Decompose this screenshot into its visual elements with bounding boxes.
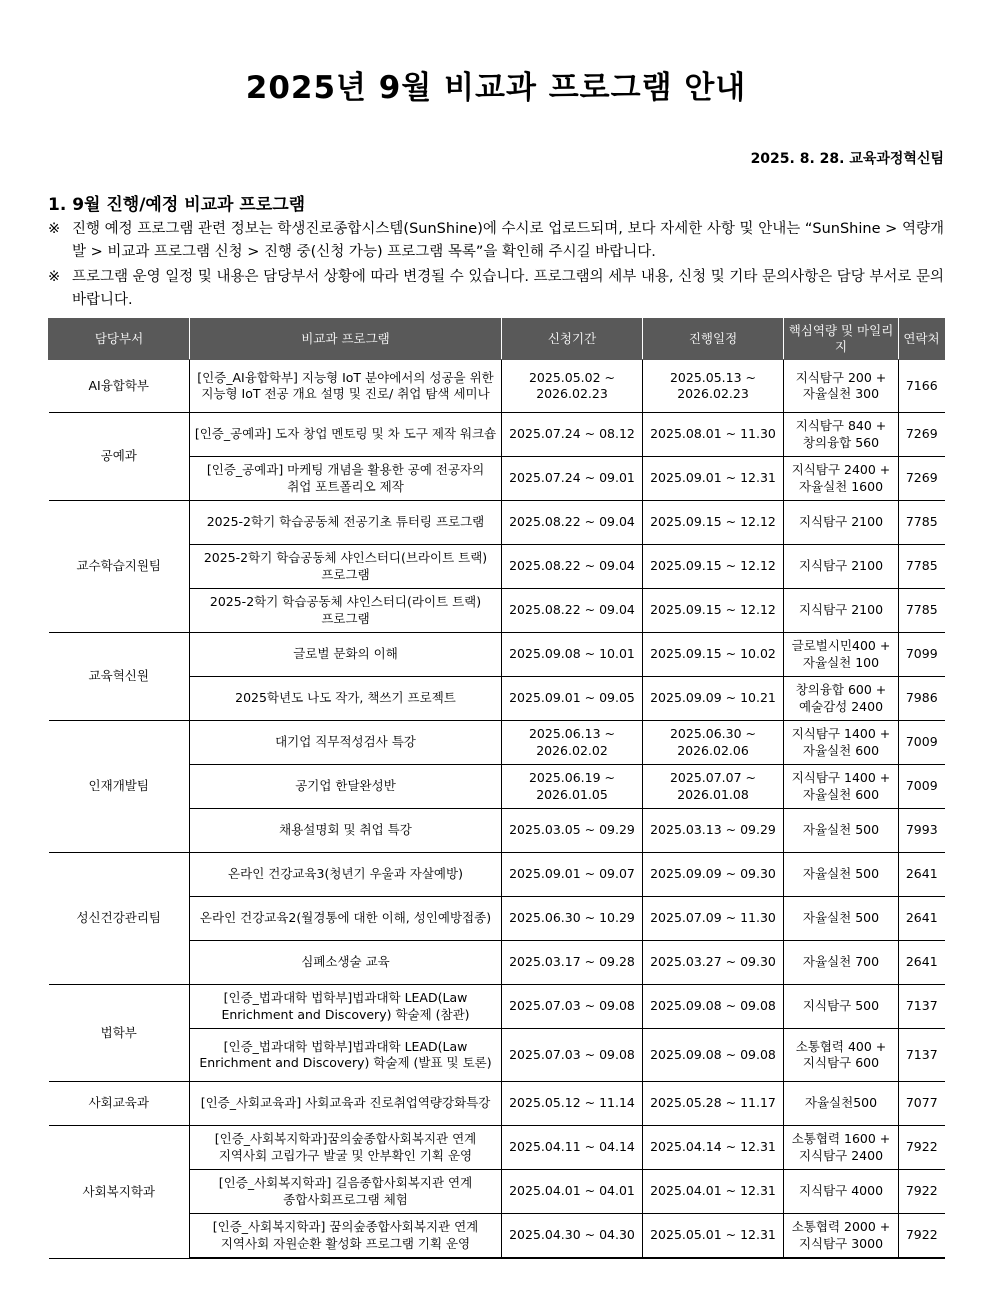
schedule-cell: 2025.05.13 ~ 2026.02.23 <box>643 360 784 413</box>
schedule-cell: 2025.09.15 ~ 12.12 <box>643 545 784 589</box>
apply-period-cell: 2025.08.22 ~ 09.04 <box>502 501 643 545</box>
contact-cell: 7922 <box>899 1126 945 1170</box>
apply-period-cell: 2025.08.22 ~ 09.04 <box>502 545 643 589</box>
schedule-cell: 2025.09.09 ~ 10.21 <box>643 677 784 721</box>
notice-note <box>48 218 944 263</box>
table-row <box>49 633 945 677</box>
program-cell: [인증_AI융합학부] 지능형 IoT 분야에서의 성공을 위한 지능형 IoT 전공 개요 설명 및 진로/ 취업 탐색 세미나 <box>190 360 502 413</box>
table-header-row <box>49 319 945 360</box>
contact-cell: 7922 <box>899 1170 945 1214</box>
department-cell: 교육혁신원 <box>49 633 190 721</box>
program-cell: 온라인 건강교육2(월경통에 대한 이해, 성인예방접종) <box>190 897 502 941</box>
apply-period-cell: 2025.09.01 ~ 09.07 <box>502 853 643 897</box>
table-row <box>49 501 945 545</box>
apply-period-cell: 2025.05.12 ~ 11.14 <box>502 1082 643 1126</box>
apply-period-cell: 2025.06.19 ~ 2026.01.05 <box>502 765 643 809</box>
mileage-cell: 지식탐구 2100 <box>784 501 899 545</box>
contact-cell: 7785 <box>899 501 945 545</box>
note-text: 프로그램 운영 일정 및 내용은 담당부서 상황에 따라 변경될 수 있습니다. 프로그램의 세부 내용, 신청 및 기타 문의사항은 담당 부서로 문의 바랍니다. <box>72 269 944 308</box>
mileage-cell: 자율실천500 <box>784 1082 899 1126</box>
mileage-cell: 자율실천 500 <box>784 809 899 853</box>
page-title: 2025년 9월 비교과 프로그램 안내 <box>245 70 747 106</box>
table-row <box>49 1126 945 1170</box>
program-cell: [인증_법과대학 법학부]법과대학 LEAD(Law Enrichment and Discovery) 학술제 (참관) <box>190 985 502 1029</box>
notice-note <box>48 266 944 311</box>
mileage-cell: 지식탐구 200 + 자율실천 300 <box>784 360 899 413</box>
contact-cell: 7269 <box>899 413 945 457</box>
apply-period-cell: 2025.07.03 ~ 09.08 <box>502 985 643 1029</box>
contact-cell: 7166 <box>899 360 945 413</box>
schedule-cell: 2025.05.01 ~ 12.31 <box>643 1214 784 1259</box>
contact-cell: 7785 <box>899 589 945 633</box>
table-row <box>49 413 945 457</box>
program-cell: [인증_사회복지학과] 길음종합사회복지관 연계 종합사회프로그램 체험 <box>190 1170 502 1214</box>
program-cell: 대기업 직무적성검사 특강 <box>190 721 502 765</box>
mileage-cell: 자율실천 700 <box>784 941 899 985</box>
header-mileage: 핵심역량 및 마일리지 <box>784 319 899 360</box>
program-cell: 2025-2학기 학습공동체 전공기초 튜터링 프로그램 <box>190 501 502 545</box>
header-contact: 연락처 <box>899 319 945 360</box>
program-cell: 심폐소생술 교육 <box>190 941 502 985</box>
apply-period-cell: 2025.05.02 ~ 2026.02.23 <box>502 360 643 413</box>
note-text: 진행 예정 프로그램 관련 정보는 학생진로종합시스템(SunShine)에 수시로 업로드되며, 보다 자세한 사항 및 안내는 “SunShine > 역량개발 > 비교과 프로그램 신청 > 진행 중(신청 가능) 프로그램 목록”을 확인해 주시길 바랍니다. <box>72 221 944 260</box>
program-cell: [인증_법과대학 법학부]법과대학 LEAD(Law Enrichment and Discovery) 학술제 (발표 및 토론) <box>190 1029 502 1082</box>
contact-cell: 7137 <box>899 985 945 1029</box>
program-table <box>48 318 945 1259</box>
section-heading: 1. 9월 진행/예정 비교과 프로그램 <box>48 195 306 215</box>
department-cell: 법학부 <box>49 985 190 1082</box>
mileage-cell: 지식탐구 1400 + 자율실천 600 <box>784 721 899 765</box>
schedule-cell: 2025.04.01 ~ 12.31 <box>643 1170 784 1214</box>
program-cell: 2025-2학기 학습공동체 샤인스터디(라이트 트랙) 프로그램 <box>190 589 502 633</box>
mileage-cell: 자율실천 500 <box>784 897 899 941</box>
mileage-cell: 소통협력 400 + 지식탐구 600 <box>784 1029 899 1082</box>
schedule-cell: 2025.09.01 ~ 12.31 <box>643 457 784 501</box>
schedule-cell: 2025.05.28 ~ 11.17 <box>643 1082 784 1126</box>
apply-period-cell: 2025.06.13 ~ 2026.02.02 <box>502 721 643 765</box>
contact-cell: 7986 <box>899 677 945 721</box>
department-cell: 인재개발팀 <box>49 721 190 853</box>
header-schedule: 진행일정 <box>643 319 784 360</box>
contact-cell: 2641 <box>899 853 945 897</box>
program-cell: 글로벌 문화의 이해 <box>190 633 502 677</box>
schedule-cell: 2025.09.15 ~ 12.12 <box>643 501 784 545</box>
document-date: 2025. 8. 28. 교육과정혁신팀 <box>750 151 944 167</box>
program-cell: 공기업 한달완성반 <box>190 765 502 809</box>
header-apply-period: 신청기간 <box>502 319 643 360</box>
contact-cell: 2641 <box>899 897 945 941</box>
mileage-cell: 지식탐구 2100 <box>784 589 899 633</box>
schedule-cell: 2025.03.13 ~ 09.29 <box>643 809 784 853</box>
program-cell: 온라인 건강교육3(청년기 우울과 자살예방) <box>190 853 502 897</box>
apply-period-cell: 2025.03.05 ~ 09.29 <box>502 809 643 853</box>
contact-cell: 7993 <box>899 809 945 853</box>
schedule-cell: 2025.07.07 ~ 2026.01.08 <box>643 765 784 809</box>
department-cell: 성신건강관리팀 <box>49 853 190 985</box>
contact-cell: 7785 <box>899 545 945 589</box>
mileage-cell: 지식탐구 840 + 창의융합 560 <box>784 413 899 457</box>
contact-cell: 7099 <box>899 633 945 677</box>
note-mark: ※ <box>48 269 61 285</box>
program-cell: 채용설명회 및 취업 특강 <box>190 809 502 853</box>
table-row <box>49 360 945 413</box>
program-cell: 2025-2학기 학습공동체 샤인스터디(브라이트 트랙) 프로그램 <box>190 545 502 589</box>
program-cell: [인증_사회복지학과]꿈의숲종합사회복지관 연계 지역사회 고립가구 발굴 및 안부확인 기획 운영 <box>190 1126 502 1170</box>
apply-period-cell: 2025.04.01 ~ 04.01 <box>502 1170 643 1214</box>
schedule-cell: 2025.08.01 ~ 11.30 <box>643 413 784 457</box>
header-program: 비교과 프로그램 <box>190 319 502 360</box>
header-department: 담당부서 <box>49 319 190 360</box>
schedule-cell: 2025.09.15 ~ 12.12 <box>643 589 784 633</box>
program-cell: [인증_공예과] 도자 창업 멘토링 및 차 도구 제작 워크숍 <box>190 413 502 457</box>
department-cell: 공예과 <box>49 413 190 501</box>
mileage-cell: 지식탐구 2100 <box>784 545 899 589</box>
program-cell: [인증_공예과] 마케팅 개념을 활용한 공예 전공자의 취업 포트폴리오 제작 <box>190 457 502 501</box>
contact-cell: 7922 <box>899 1214 945 1259</box>
contact-cell: 7009 <box>899 721 945 765</box>
apply-period-cell: 2025.04.30 ~ 04.30 <box>502 1214 643 1259</box>
apply-period-cell: 2025.09.08 ~ 10.01 <box>502 633 643 677</box>
mileage-cell: 지식탐구 4000 <box>784 1170 899 1214</box>
apply-period-cell: 2025.09.01 ~ 09.05 <box>502 677 643 721</box>
schedule-cell: 2025.09.09 ~ 09.30 <box>643 853 784 897</box>
mileage-cell: 자율실천 500 <box>784 853 899 897</box>
mileage-cell: 글로벌시민400 + 자율실천 100 <box>784 633 899 677</box>
department-cell: 사회교육과 <box>49 1082 190 1126</box>
table-row <box>49 721 945 765</box>
apply-period-cell: 2025.07.03 ~ 09.08 <box>502 1029 643 1082</box>
note-mark: ※ <box>48 221 61 237</box>
apply-period-cell: 2025.08.22 ~ 09.04 <box>502 589 643 633</box>
mileage-cell: 지식탐구 1400 + 자율실천 600 <box>784 765 899 809</box>
program-cell: [인증_사회복지학과] 꿈의숲종합사회복지관 연계 지역사회 자원순환 활성화 프로그램 기획 운영 <box>190 1214 502 1259</box>
department-cell: AI융합학부 <box>49 360 190 413</box>
schedule-cell: 2025.09.15 ~ 10.02 <box>643 633 784 677</box>
schedule-cell: 2025.04.14 ~ 12.31 <box>643 1126 784 1170</box>
mileage-cell: 지식탐구 500 <box>784 985 899 1029</box>
department-cell: 사회복지학과 <box>49 1126 190 1259</box>
program-table-body <box>49 360 945 1259</box>
schedule-cell: 2025.03.27 ~ 09.30 <box>643 941 784 985</box>
apply-period-cell: 2025.04.11 ~ 04.14 <box>502 1126 643 1170</box>
schedule-cell: 2025.09.08 ~ 09.08 <box>643 985 784 1029</box>
contact-cell: 7137 <box>899 1029 945 1082</box>
schedule-cell: 2025.09.08 ~ 09.08 <box>643 1029 784 1082</box>
contact-cell: 2641 <box>899 941 945 985</box>
schedule-cell: 2025.06.30 ~ 2026.02.06 <box>643 721 784 765</box>
table-row <box>49 853 945 897</box>
mileage-cell: 창의융합 600 + 예술감성 2400 <box>784 677 899 721</box>
program-cell: [인증_사회교육과] 사회교육과 진로취업역량강화특강 <box>190 1082 502 1126</box>
apply-period-cell: 2025.07.24 ~ 08.12 <box>502 413 643 457</box>
table-row <box>49 1082 945 1126</box>
contact-cell: 7269 <box>899 457 945 501</box>
contact-cell: 7009 <box>899 765 945 809</box>
mileage-cell: 소통협력 2000 + 지식탐구 3000 <box>784 1214 899 1259</box>
program-cell: 2025학년도 나도 작가, 책쓰기 프로젝트 <box>190 677 502 721</box>
table-row <box>49 985 945 1029</box>
mileage-cell: 소통협력 1600 + 지식탐구 2400 <box>784 1126 899 1170</box>
schedule-cell: 2025.07.09 ~ 11.30 <box>643 897 784 941</box>
apply-period-cell: 2025.07.24 ~ 09.01 <box>502 457 643 501</box>
apply-period-cell: 2025.06.30 ~ 10.29 <box>502 897 643 941</box>
contact-cell: 7077 <box>899 1082 945 1126</box>
apply-period-cell: 2025.03.17 ~ 09.28 <box>502 941 643 985</box>
department-cell: 교수학습지원팀 <box>49 501 190 633</box>
mileage-cell: 지식탐구 2400 + 자율실천 1600 <box>784 457 899 501</box>
